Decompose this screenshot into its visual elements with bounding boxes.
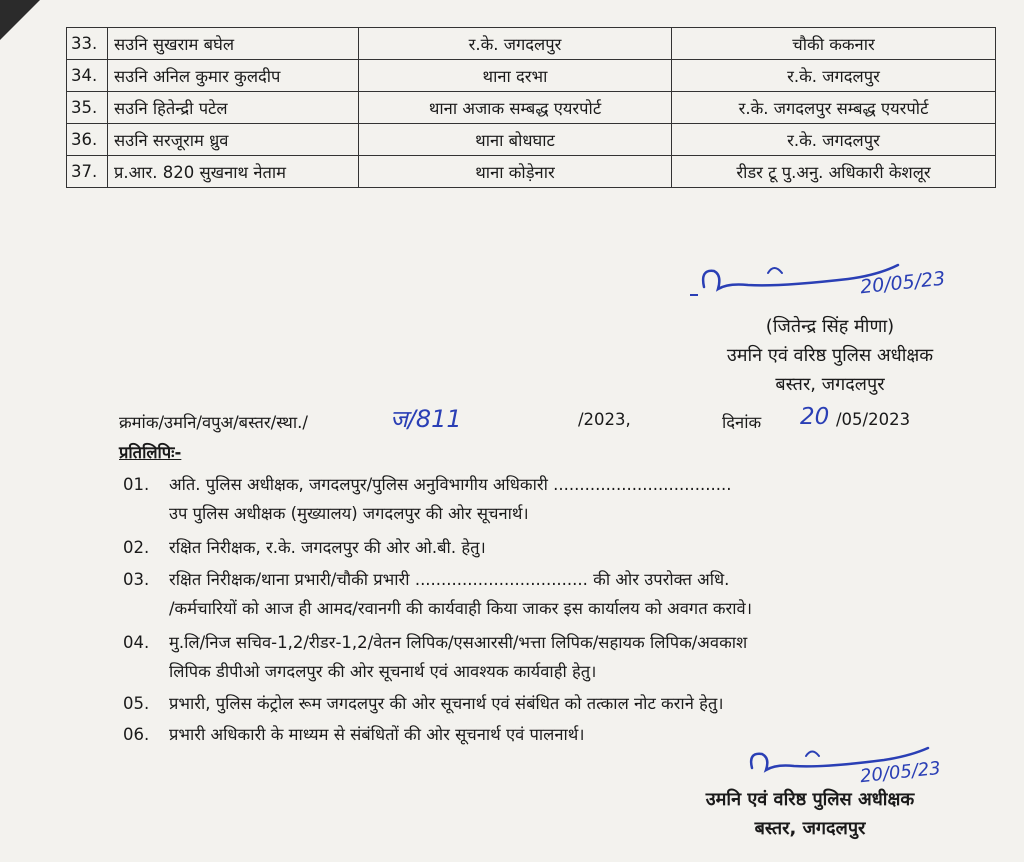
employee-name: सउनि हितेन्द्री पटेल [108,92,359,124]
officer-name: (जितेन्द्र सिंह मीणा) [765,316,895,337]
signature-date-2: 20/05/23 [859,757,942,788]
table-row [67,28,996,60]
employee-name: सउनि सरजूराम ध्रुव [108,124,359,156]
order-number-prefix: क्रमांक/उमनि/वपुअ/बस्तर/स्था./ [119,413,308,432]
table-row [67,124,996,156]
copy-item-line1: अति. पुलिस अधीक्षक, जगदलपुर/पुलिस अनुविभागीय अधिकारी .................................. [169,475,732,494]
signature-block-1 [680,312,980,399]
to-posting: र.के. जगदलपुर सम्बद्ध एयरपोर्ट [672,92,996,124]
table-row [67,60,996,92]
row-number: 34. [67,60,108,92]
copy-item-line2: उप पुलिस अधीक्षक (मुख्यालय) जगदलपुर की ओर सूचनार्थ। [169,504,529,523]
to-posting: रीडर टू पु.अनु. अधिकारी केशलूर [672,156,996,188]
row-number: 35. [67,92,108,124]
row-number: 33. [67,28,108,60]
officer-designation: उमनि एवं वरिष्ठ पुलिस अधीक्षक [705,789,915,810]
to-posting: र.के. जगदलपुर [672,60,996,92]
table-row [67,92,996,124]
copy-item [123,535,486,558]
table-row [67,156,996,188]
copy-item-number: 06. [123,725,150,744]
copy-item-line1: प्रभारी, पुलिस कंट्रोल रूम जगदलपुर की ओर सूचनार्थ एवं संबंधित को तत्काल नोट कराने हेतु। [169,694,724,713]
copy-item-line1: मु.लि/निज सचिव-1,2/रीडर-1,2/वेतन लिपिक/एसआरसी/भत्ता लिपिक/सहायक लिपिक/अवकाश [169,633,748,652]
copy-item-number: 05. [123,694,150,713]
copy-item [123,630,747,653]
from-posting: र.के. जगदलपुर [359,28,672,60]
page-corner-shadow [0,0,40,40]
order-year: /2023, [578,410,631,429]
officer-place: बस्तर, जगदलपुर [775,374,885,395]
copy-item-line1: रक्षित निरीक्षक, र.के. जगदलपुर की ओर ओ.बी. हेतु। [169,538,486,557]
copy-item [123,722,585,745]
copy-item [123,691,724,714]
from-posting: थाना दरभा [359,60,672,92]
employee-name: सउनि सुखराम बघेल [108,28,359,60]
from-posting: थाना कोड़ेनार [359,156,672,188]
row-number: 36. [67,124,108,156]
copy-item-line1: प्रभारी अधिकारी के माध्यम से संबंधितों की ओर सूचनार्थ एवं पालनार्थ। [169,725,585,744]
from-posting: थाना अजाक सम्बद्ध एयरपोर्ट [359,92,672,124]
employee-name: सउनि अनिल कुमार कुलदीप [108,60,359,92]
officer-designation: उमनि एवं वरिष्ठ पुलिस अधीक्षक [726,345,934,366]
copy-item-line1: रक्षित निरीक्षक/थाना प्रभारी/चौकी प्रभारी ................................. की ओर उपरोक्त अधि. [169,570,730,589]
date-label: दिनांक [722,413,762,432]
copy-item-line2: लिपिक डीपीओ जगदलपुर की ओर सूचनार्थ एवं आवश्यक कार्यवाही हेतु। [169,662,597,681]
from-posting: थाना बोधघाट [359,124,672,156]
date-month-year: /05/2023 [836,410,911,429]
to-posting: चौकी ककनार [672,28,996,60]
signature-date-1: 20/05/23 [859,267,947,299]
date-handwritten-day: 20 [800,404,830,430]
to-posting: र.के. जगदलपुर [672,124,996,156]
copy-item-number: 03. [123,570,150,589]
copy-item [123,567,729,590]
copy-item-line2: /कर्मचारियों को आज ही आमद/रवानगी की कार्यवाही किया जाकर इस कार्यालय को अवगत करावे। [169,599,752,618]
officer-place: बस्तर, जगदलपुर [754,818,866,839]
row-number: 37. [67,156,108,188]
signature-block-2 [660,785,960,843]
employee-name: प्र.आर. 820 सुखनाथ नेताम [108,156,359,188]
copy-item-number: 02. [123,538,150,557]
copy-item [123,472,731,495]
transfer-table [66,27,996,188]
copy-item-number: 01. [123,475,150,494]
copy-item-number: 04. [123,633,150,652]
copies-heading: प्रतिलिपिः- [119,443,182,462]
order-handwritten-number: ज/811 [390,405,462,433]
